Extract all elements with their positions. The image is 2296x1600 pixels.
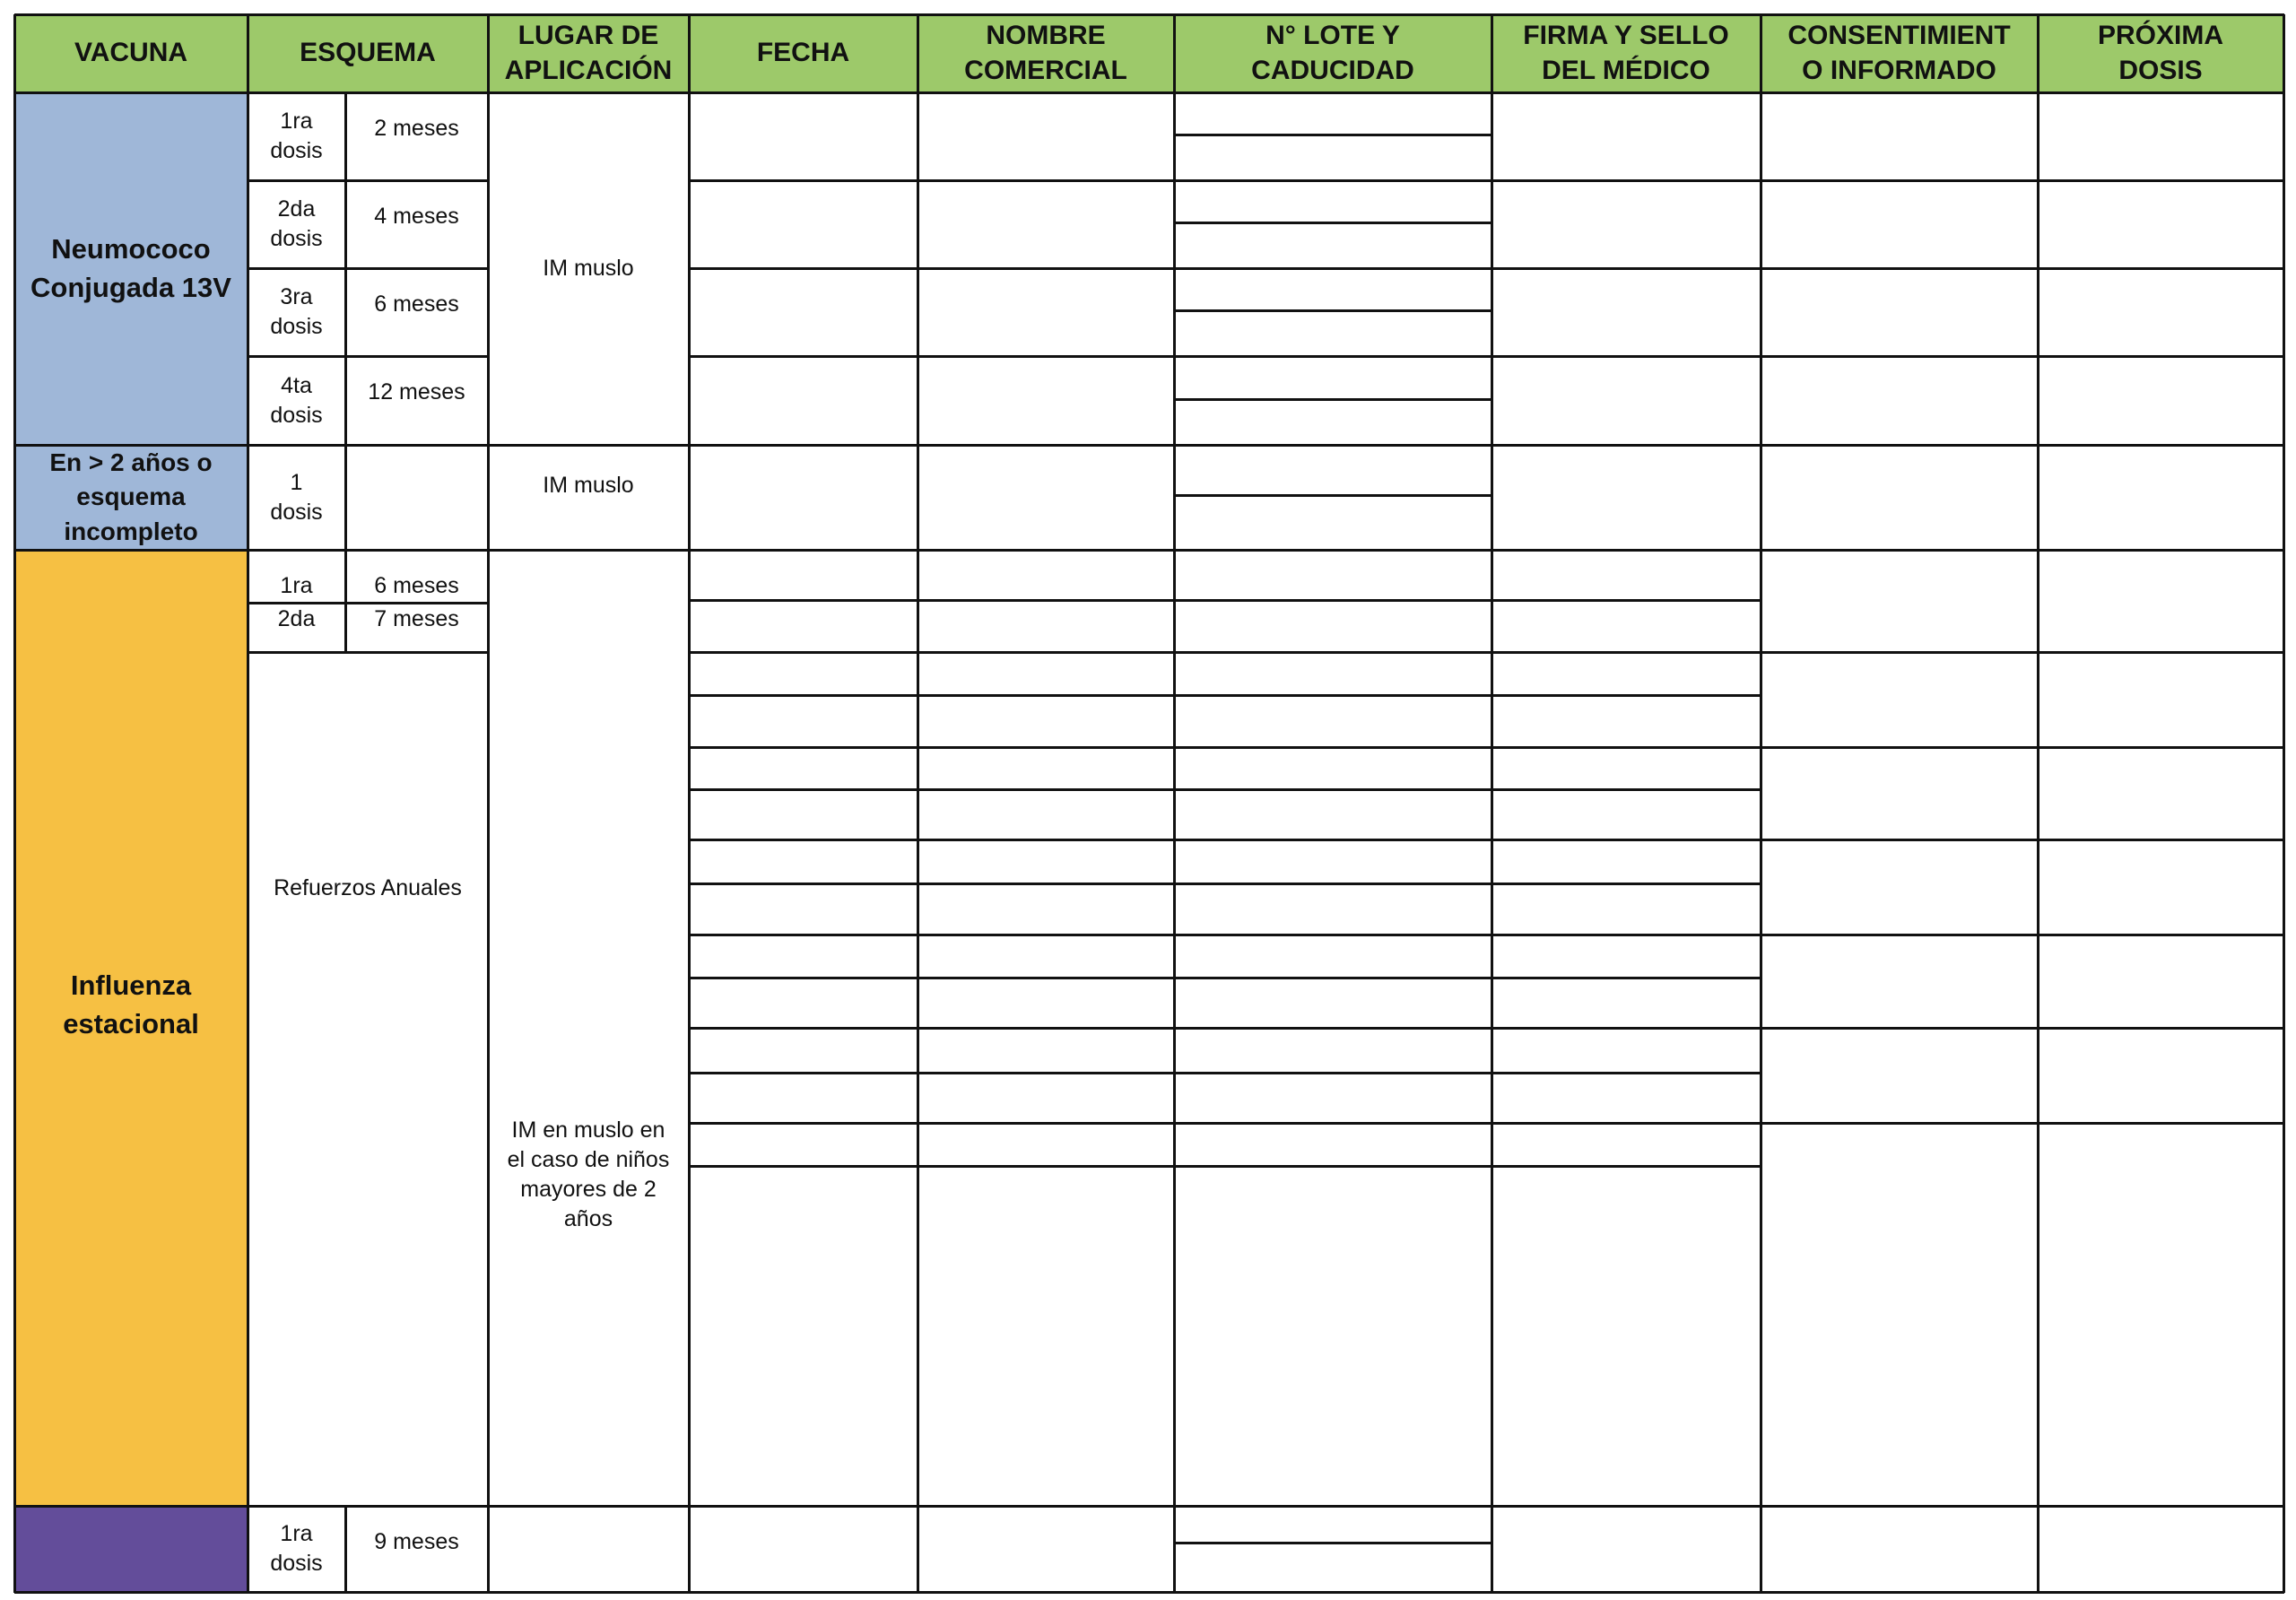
grid-line: [344, 1506, 347, 1593]
dose-label: 2da dosis: [270, 196, 323, 251]
grid-line: [1174, 1542, 1492, 1544]
grid-line: [689, 788, 1761, 791]
grid-line: [1761, 839, 2284, 841]
header-vacuna: VACUNA: [14, 14, 248, 92]
grid-line: [689, 694, 1761, 697]
dose-age: [345, 445, 488, 550]
grid-line: [1760, 14, 1762, 1593]
dose-age: 9 meses: [374, 1528, 459, 1554]
vaccine-name-last: [14, 1506, 248, 1592]
grid-line: [248, 267, 489, 270]
grid-line: [689, 1165, 1761, 1168]
grid-line: [689, 179, 2284, 182]
dose-label: 2da: [277, 605, 316, 631]
header-fecha: FECHA: [689, 14, 918, 92]
application-site: IM muslo: [543, 256, 634, 281]
grid-line: [689, 883, 1761, 885]
grid-line: [13, 14, 16, 1593]
dose-label: 3ra dosis: [270, 284, 323, 339]
grid-line: [1174, 309, 1492, 312]
header-firma-sello: FIRMA Y SELLO DEL MÉDICO: [1492, 14, 1761, 92]
dose-label: 4ta dosis: [270, 372, 323, 428]
grid-line: [689, 267, 2284, 270]
grid-line: [689, 651, 1761, 654]
annual-boosters: Refuerzos Anuales: [274, 874, 462, 900]
grid-line: [689, 1027, 1761, 1030]
grid-line: [1174, 222, 1492, 224]
grid-line: [14, 444, 2284, 447]
grid-line: [14, 549, 2284, 552]
header-lote-caducidad: N° LOTE Y CADUCIDAD: [1174, 14, 1492, 92]
grid-line: [14, 13, 2284, 16]
application-site: IM muslo: [543, 472, 634, 498]
grid-line: [1174, 134, 1492, 136]
header-consentimiento: CONSENTIMIENT O INFORMADO: [1761, 14, 2038, 92]
header-nombre-comercial: NOMBRE COMERCIAL: [918, 14, 1174, 92]
grid-line: [487, 14, 490, 1593]
grid-line: [688, 14, 691, 1593]
grid-line: [1174, 398, 1492, 401]
dose-age: 7 meses: [374, 605, 459, 631]
grid-line: [344, 92, 347, 446]
grid-line: [689, 1122, 1761, 1125]
grid-line: [689, 977, 1761, 979]
dose-age: 6 meses: [374, 291, 459, 317]
grid-line: [1174, 494, 1492, 497]
grid-line: [344, 445, 347, 551]
grid-line: [14, 1505, 2284, 1508]
grid-line: [689, 934, 1761, 936]
grid-line: [689, 839, 1761, 841]
grid-line: [1761, 934, 2284, 936]
grid-line: [917, 14, 919, 1593]
grid-line: [248, 651, 489, 654]
grid-line: [1761, 1027, 2284, 1030]
dose-label: 1ra dosis: [270, 109, 323, 163]
grid-line: [247, 14, 249, 1593]
grid-line: [1761, 746, 2284, 749]
vaccine-name-neumococo: Neumococo Conjugada 13V: [14, 92, 248, 445]
header-proxima-dosis: PRÓXIMA DOSIS: [2038, 14, 2283, 92]
application-site: [488, 1506, 689, 1592]
application-site: IM en muslo en el caso de niños mayores de 2 años: [507, 1117, 670, 1231]
vaccine-name-neumococo-catchup: En > 2 años o esquema incompleto: [14, 445, 248, 550]
grid-line: [14, 91, 2284, 94]
grid-line: [248, 602, 489, 604]
header-lugar-aplicacion: LUGAR DE APLICACIÓN: [488, 14, 689, 92]
dose-label: 1ra: [280, 572, 313, 598]
grid-line: [689, 599, 1761, 602]
grid-line: [2283, 14, 2285, 1593]
grid-line: [248, 355, 489, 358]
grid-line: [689, 1072, 1761, 1074]
header-esquema: ESQUEMA: [248, 14, 488, 92]
grid-line: [1491, 14, 1493, 1593]
grid-line: [1761, 1122, 2284, 1125]
grid-line: [689, 746, 1761, 749]
grid-line: [689, 355, 2284, 358]
dose-age: 12 meses: [368, 378, 465, 404]
grid-line: [1173, 14, 1176, 1593]
dose-age: 4 meses: [374, 203, 459, 229]
dose-age: 6 meses: [374, 572, 459, 598]
grid-line: [1761, 651, 2284, 654]
grid-line: [2037, 14, 2039, 1593]
grid-line: [14, 1591, 2284, 1594]
vaccine-name-influenza: Influenza estacional: [14, 550, 248, 1506]
grid-line: [248, 179, 489, 182]
dose-age: 2 meses: [374, 115, 459, 141]
dose-label: 1 dosis: [270, 469, 323, 525]
dose-label: 1ra dosis: [270, 1521, 323, 1576]
